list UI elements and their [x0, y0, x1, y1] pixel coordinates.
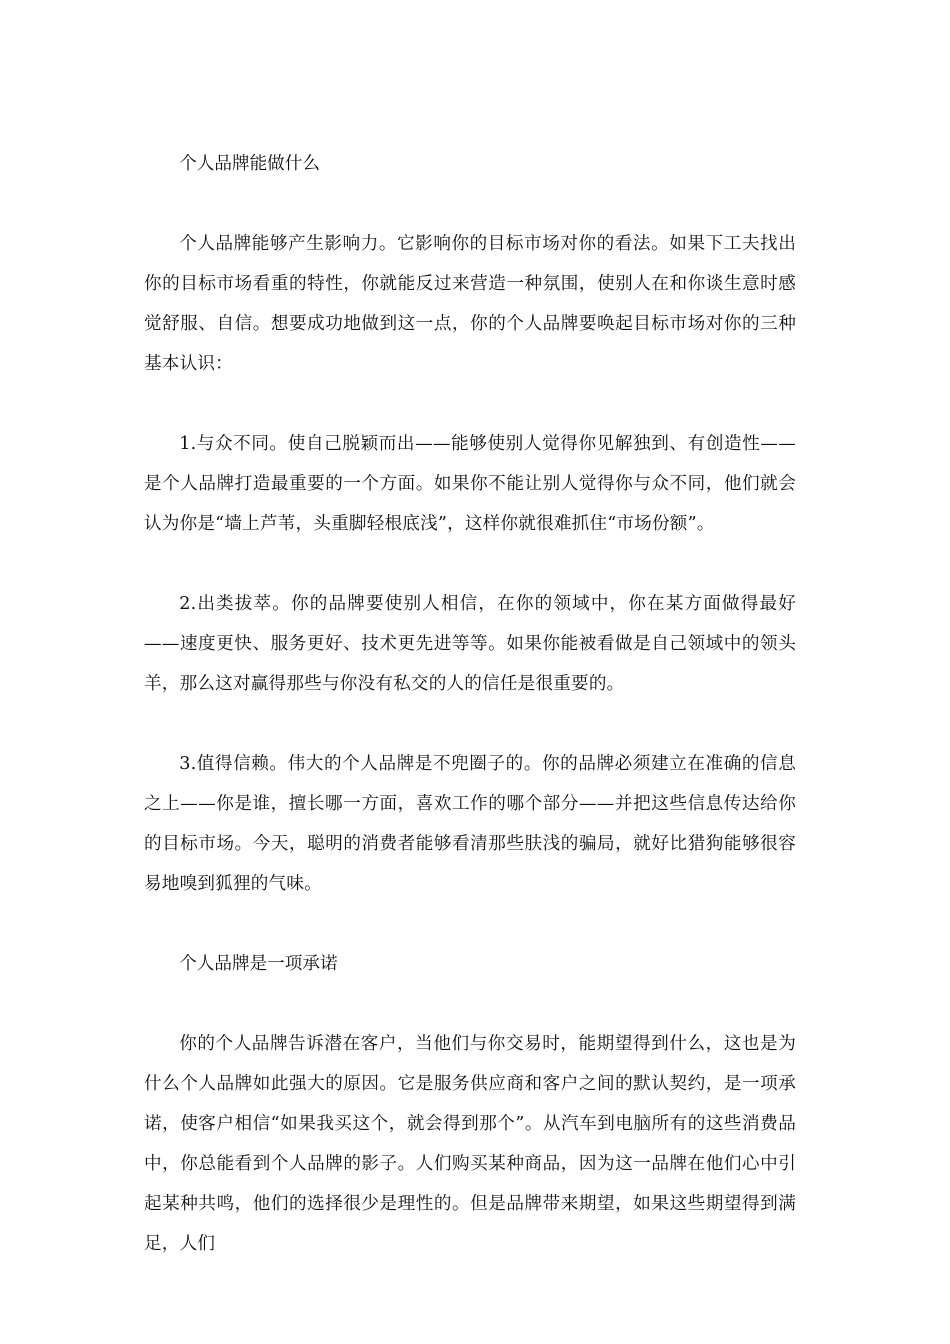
spacer: [144, 544, 796, 584]
spacer: [144, 384, 796, 424]
section-heading-brand-is-promise: 个人品牌是一项承诺: [179, 954, 338, 974]
spacer: [144, 704, 796, 744]
document-body: [144, 144, 796, 1264]
paragraph-brand-influence: 个人品牌能够产生影响力。它影响你的目标市场对你的看法。如果下工夫找出你的目标市场看重的特性，你就能反过来营造一种氛围，使别人在和你谈生意时感觉舒服、自信。想要成功地做到这一点，你的个人品牌要唤起目标市场对你的三种基本认识：: [144, 234, 796, 374]
section-heading-what-brand-can-do: 个人品牌能做什么: [179, 154, 320, 174]
paragraph-point-2-excellence: 2.出类拔萃。你的品牌要使别人相信，在你的领域中，你在某方面做得最好——速度更快、服务更好、技术更先进等等。如果你能被看做是自己领域中的领头羊，那么这对赢得那些与你没有私交的人的信任是很重要的。: [144, 594, 796, 694]
paragraph-brand-promise: 你的个人品牌告诉潜在客户，当他们与你交易时，能期望得到什么，这也是为什么个人品牌如此强大的原因。它是服务供应商和客户之间的默认契约，是一项承诺，使客户相信“如果我买这个，就会得到那个”。从汽车到电脑所有的这些消费品中，你总能看到个人品牌的影子。人们购买某种商品，因为这一品牌在他们心中引起某种共鸣，他们的选择很少是理性的。但是品牌带来期望，如果这些期望得到满足，人们: [144, 1034, 796, 1254]
spacer: [144, 184, 796, 224]
spacer: [144, 904, 796, 944]
paragraph-point-1-distinct: 1.与众不同。使自己脱颖而出——能够使别人觉得你见解独到、有创造性——是个人品牌打造最重要的一个方面。如果你不能让别人觉得你与众不同，他们就会认为你是“墙上芦苇，头重脚轻根底浅”，这样你就很难抓住“市场份额”。: [144, 434, 796, 534]
paragraph-point-3-trustworthy: 3.值得信赖。伟大的个人品牌是不兜圈子的。你的品牌必须建立在准确的信息之上——你是谁，擅长哪一方面，喜欢工作的哪个部分——并把这些信息传达给你的目标市场。今天，聪明的消费者能够看清那些肤浅的骗局，就好比猎狗能够很容易地嗅到狐狸的气味。: [144, 754, 796, 894]
spacer: [144, 984, 796, 1024]
